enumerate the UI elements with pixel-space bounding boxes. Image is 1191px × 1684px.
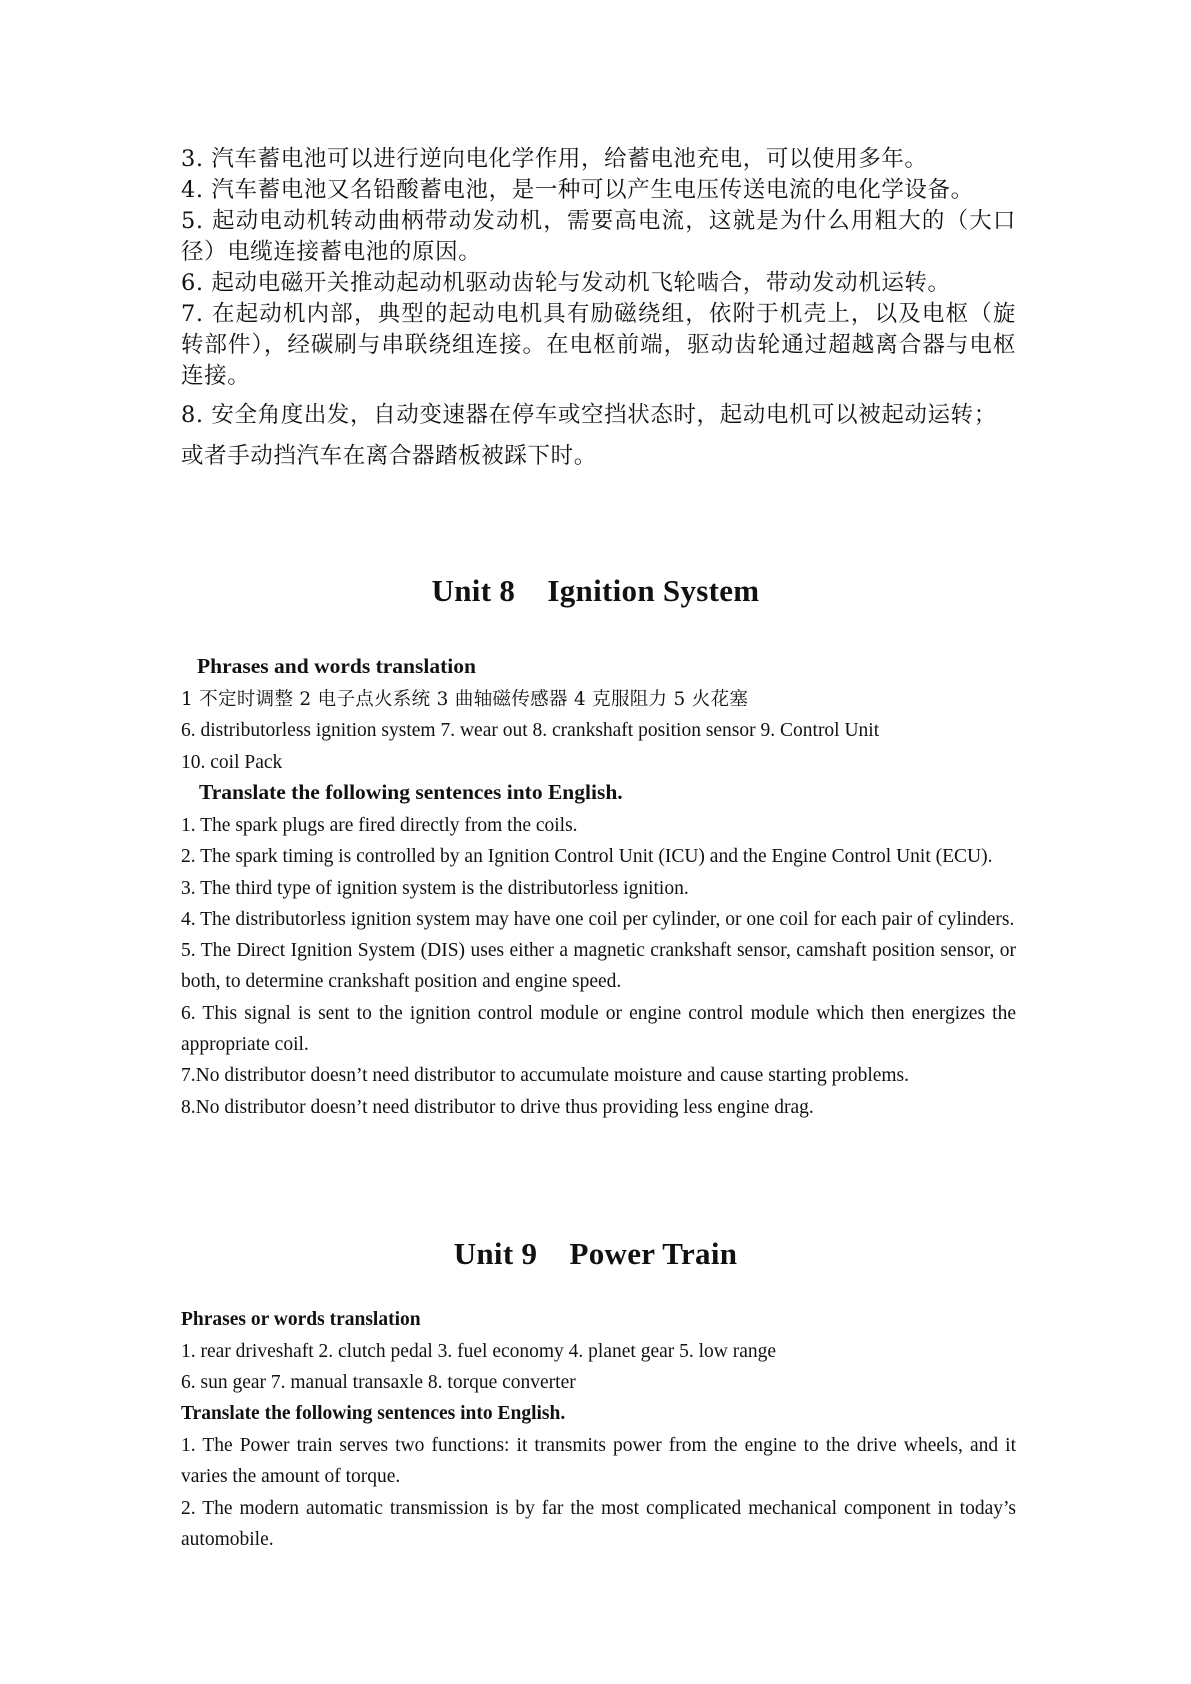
unit9-sentence-list bbox=[181, 1430, 1016, 1555]
unit8-sentence-list bbox=[181, 810, 1016, 1123]
unit8-phrases-line-2: 6. distributorless ignition system 7. wear out 8. crankshaft position sensor 9. Control Unit bbox=[181, 720, 880, 742]
unit9-translate-heading: Translate the following sentences into English. bbox=[181, 1403, 566, 1424]
cn-sentence-4: 4. 汽车蓄电池又名铅酸蓄电池，是一种可以产生电压传送电流的电化学设备。 bbox=[181, 177, 974, 203]
cn-sentence-5: 5. 起动电动机转动曲柄带动发动机，需要高电流，这就是为什么用粗大的（大口径）电缆连接蓄电池的原因。 bbox=[181, 208, 1016, 265]
unit8-title: Unit 8 Ignition System bbox=[431, 573, 760, 608]
unit8-sentence-6: 6. This signal is sent to the ignition control module or engine control module which then energizes the appropriate coil. bbox=[181, 1002, 1016, 1056]
cn-sentence-8: 8. 安全角度出发，自动变速器在停车或空挡状态时，起动电机可以被起动运转； bbox=[181, 402, 997, 428]
unit8-phrases-line-3: 10. coil Pack bbox=[181, 751, 283, 773]
unit8-phrases-heading: Phrases and words translation bbox=[197, 654, 476, 678]
unit9-phrases-heading: Phrases or words translation bbox=[181, 1309, 421, 1330]
unit9-title: Unit 9 Power Train bbox=[453, 1236, 738, 1271]
unit8-sentence-5: 5. The Direct Ignition System (DIS) uses either a magnetic crankshaft sensor, camshaft position sensor, or both, to determine crankshaft position and engine speed. bbox=[181, 940, 1016, 993]
unit8-sentence-2: 2. The spark timing is controlled by an Ignition Control Unit (ICU) and the Engine Control Unit (ECU). bbox=[181, 846, 993, 868]
cn-sentence-6: 6. 起动电磁开关推动起动机驱动齿轮与发动机飞轮啮合，带动发动机运转。 bbox=[181, 270, 951, 296]
unit9-phrases-line-2: 6. sun gear 7. manual transaxle 8. torque converter bbox=[181, 1372, 576, 1394]
unit8-sentence-1: 1. The spark plugs are fired directly from the coils. bbox=[181, 815, 578, 836]
unit8-sentence-3: 3. The third type of ignition system is the distributorless ignition. bbox=[181, 877, 689, 899]
unit9-sentence-2: 2. The modern automatic transmission is by far the most complicated mechanical component in today’s automobile. bbox=[181, 1497, 1016, 1550]
unit8-sentence-4: 4. The distributorless ignition system may have one coil per cylinder, or one coil for each pair of cylinders. bbox=[181, 908, 1015, 930]
unit9-phrases-block bbox=[181, 1336, 1016, 1399]
unit8-phrases-line-1: 1 不定时调整 2 电子点火系统 3 曲轴磁传感器 4 克服阻力 5 火花塞 bbox=[181, 689, 749, 710]
cn-sentence-7: 7. 在起动机内部，典型的起动电机具有励磁绕组，依附于机壳上，以及电枢（旋转部件），经碳刷与串联绕组连接。在电枢前端，驱动齿轮通过超越离合器与电枢连接。 bbox=[181, 301, 1016, 389]
cn-sentence-8-continued: 或者手动挡汽车在离合器踏板被踩下时。 bbox=[181, 443, 597, 469]
unit9-sentence-1: 1. The Power train serves two functions: it transmits power from the engine to the drive wheels, and it varies the amount of torque. bbox=[181, 1435, 1016, 1488]
unit8-sentence-8: 8.No distributor doesn’t need distributor to drive thus providing less engine drag. bbox=[181, 1096, 814, 1118]
unit9-phrases-line-1: 1. rear driveshaft 2. clutch pedal 3. fuel economy 4. planet gear 5. low range bbox=[181, 1341, 777, 1362]
chinese-translation-list bbox=[181, 144, 1016, 472]
unit8-sentence-7: 7.No distributor doesn’t need distributor to accumulate moisture and cause starting problems. bbox=[181, 1065, 910, 1087]
unit8-translate-heading: Translate the following sentences into English. bbox=[199, 780, 623, 804]
cn-sentence-3: 3. 汽车蓄电池可以进行逆向电化学作用，给蓄电池充电，可以使用多年。 bbox=[181, 146, 928, 172]
unit8-phrases-block bbox=[181, 684, 1016, 778]
